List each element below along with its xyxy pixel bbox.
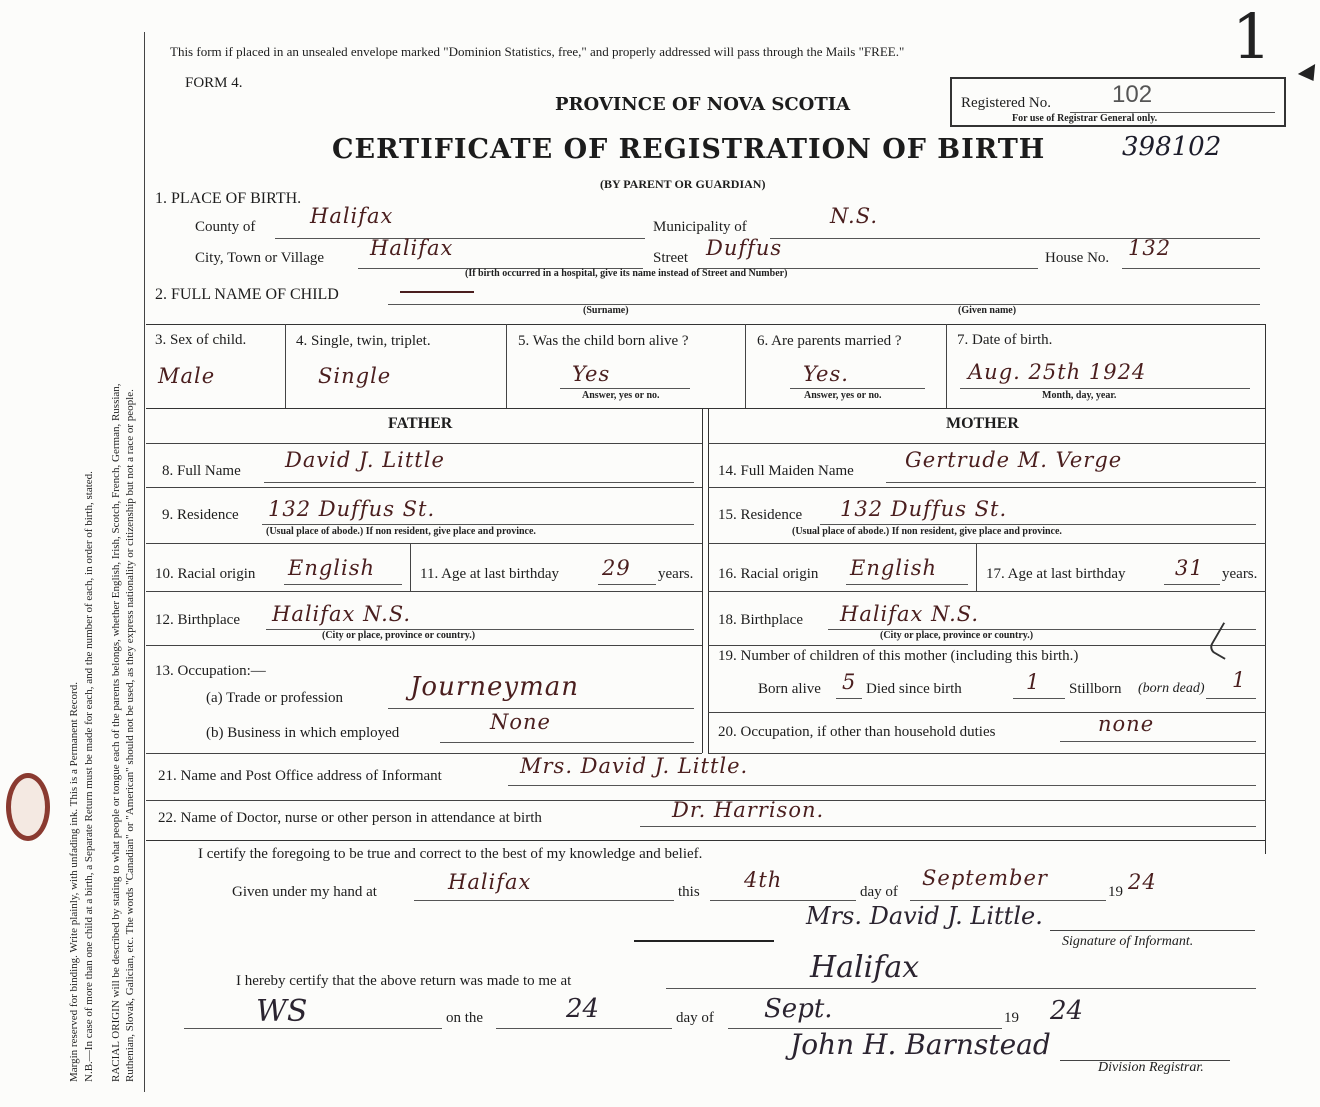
- father-birthplace-value: Halifax N.S.: [272, 602, 412, 626]
- given-day-value: 4th: [744, 868, 783, 892]
- municipality-line: [770, 238, 1260, 239]
- mother-birthplace-value: Halifax N.S.: [840, 602, 980, 626]
- mother-occupation-line: [1060, 741, 1256, 742]
- sex-label: 3. Sex of child.: [155, 332, 247, 348]
- business-line: [440, 742, 694, 743]
- father-racial-value: English: [288, 556, 376, 580]
- row-divider-4: [946, 324, 947, 408]
- margin-note-2: N.B.—In case of more than one child at a birth, a Separate Return must be made for each, and the number of each, in order of birth, stated.: [83, 471, 95, 1082]
- father-age-label: 11. Age at last birthday: [420, 566, 559, 582]
- margin-note-4: Ruthenian, Slovak, Galician, etc. The words "Canadian" or "American" should not be used, as they express nationality or citizenship but not a race or people.: [124, 389, 136, 1082]
- trade-value: Journeyman: [410, 672, 579, 702]
- registrar-on-label: on the: [446, 1010, 484, 1026]
- given-label: Given under my hand at: [232, 884, 377, 900]
- children-count-label: 19. Number of children of this mother (including this birth.): [718, 648, 1079, 664]
- dob-line: [960, 388, 1250, 389]
- form-left-border: [144, 32, 145, 1092]
- registrar-year-value: 24: [1050, 996, 1084, 1026]
- father-name-label: 8. Full Name: [162, 463, 241, 479]
- mother-age-value: 31: [1175, 556, 1204, 580]
- trade-line: [388, 708, 694, 709]
- mother-residence-value: 132 Duffus St.: [840, 497, 1008, 521]
- father-name-line: [264, 482, 694, 483]
- city-value: Halifax: [370, 236, 454, 260]
- informant-line: [508, 785, 1256, 786]
- county-label: County of: [195, 219, 256, 235]
- given-month-line: [910, 900, 1106, 901]
- handwritten-number: 398102: [1122, 132, 1222, 162]
- given-name-note: (Given name): [958, 305, 1017, 316]
- form-number: FORM 4.: [185, 75, 243, 91]
- born-alive-label: Born alive: [758, 681, 821, 697]
- informant-label: 21. Name and Post Office address of Informant: [158, 768, 442, 784]
- certificate-subtitle: (BY PARENT OR GUARDIAN): [600, 177, 766, 191]
- business-value: None: [490, 710, 551, 734]
- signature-line: [1050, 930, 1255, 931]
- row8-rule-left: [146, 487, 702, 488]
- plurality-label: 4. Single, twin, triplet.: [296, 333, 431, 349]
- row12-rule-left: [146, 645, 702, 646]
- row-divider-3: [745, 324, 746, 408]
- given-day-of-label: day of: [860, 884, 898, 900]
- mother-age-label: 17. Age at last birthday: [986, 566, 1126, 582]
- born-alive-line: [836, 698, 862, 699]
- city-label: City, Town or Village: [195, 250, 325, 266]
- died-value: 1: [1026, 670, 1041, 694]
- separator-rule: [634, 940, 774, 942]
- row19-rule: [708, 712, 1266, 713]
- father-racial-label: 10. Racial origin: [155, 566, 256, 582]
- father-years-label: years.: [658, 566, 694, 582]
- age-divider-right: [976, 543, 977, 591]
- row-box-top: [146, 324, 1266, 325]
- given-day-line: [710, 900, 856, 901]
- row-box-bottom: [146, 408, 1266, 409]
- signature-of-informant-label: Signature of Informant.: [1062, 934, 1194, 949]
- binding-hole: [6, 773, 50, 841]
- stillborn-line: [1206, 698, 1256, 699]
- registrar-statement: I hereby certify that the above return was made to me at: [236, 973, 572, 989]
- father-residence-line: [262, 524, 694, 525]
- certificate-title: CERTIFICATE OF REGISTRATION OF BIRTH: [332, 134, 1046, 165]
- corner-mark: 1: [1232, 0, 1272, 73]
- mother-birthplace-label: 18. Birthplace: [718, 612, 803, 628]
- row-right-border: [1265, 324, 1266, 854]
- mother-age-line: [1164, 584, 1220, 585]
- stillborn-note: (born dead): [1138, 681, 1205, 696]
- mother-heading: MOTHER: [946, 415, 1019, 432]
- center-double-line-b: [708, 408, 709, 753]
- dob-value: Aug. 25th 1924: [968, 360, 1147, 384]
- father-racial-line: [284, 584, 402, 585]
- mother-occupation-value: none: [1098, 712, 1155, 736]
- house-line: [1122, 268, 1260, 269]
- county-line: [275, 238, 645, 239]
- street-value: Duffus: [706, 236, 783, 260]
- given-year-prefix: 19: [1108, 884, 1123, 900]
- margin-note-3: RACIAL ORIGIN will be described by stating to what people or tongue each of the parents belongs, whether English, Irish, Scotch, French, German, Russian,: [110, 383, 122, 1082]
- father-residence-label: 9. Residence: [162, 507, 239, 523]
- registered-label: Registered No.: [961, 95, 1051, 111]
- row8-rule-right: [708, 487, 1266, 488]
- doctor-value: Dr. Harrison.: [672, 798, 825, 822]
- row-divider-2: [506, 324, 507, 408]
- surname-note: (Surname): [583, 305, 629, 316]
- stillborn-value: 1: [1232, 668, 1247, 692]
- row10-rule-left: [146, 591, 702, 592]
- row22-rule: [146, 840, 1266, 841]
- child-name-line: [388, 304, 1260, 305]
- registrar-place-line: [666, 988, 1256, 989]
- division-registrar-label: Division Registrar.: [1098, 1060, 1204, 1075]
- doctor-label: 22. Name of Doctor, nurse or other person in attendance at birth: [158, 810, 542, 826]
- given-place-value: Halifax: [448, 870, 532, 894]
- child-name-label: 2. FULL NAME OF CHILD: [155, 286, 339, 303]
- street-label: Street: [653, 250, 688, 266]
- plurality-value: Single: [318, 364, 392, 388]
- informant-value: Mrs. David J. Little.: [520, 754, 749, 778]
- mother-racial-label: 16. Racial origin: [718, 566, 819, 582]
- father-residence-value: 132 Duffus St.: [268, 497, 436, 521]
- row-divider-1: [285, 324, 286, 408]
- sex-value: Male: [158, 364, 216, 388]
- father-name-value: David J. Little: [285, 448, 445, 472]
- row10-rule-right: [708, 591, 1266, 592]
- municipality-label: Municipality of: [653, 219, 747, 235]
- mother-name-value: Gertrude M. Verge: [905, 448, 1123, 472]
- registrar-general-note: For use of Registrar General only.: [1012, 113, 1158, 124]
- county-value: Halifax: [310, 204, 394, 228]
- father-heading-rule: [146, 443, 702, 444]
- married-line: [790, 388, 925, 389]
- row9-rule-right: [708, 543, 1266, 544]
- trade-label: (a) Trade or profession: [206, 690, 344, 706]
- mother-name-line: [886, 482, 1256, 483]
- doctor-line: [640, 826, 1256, 827]
- municipality-value: N.S.: [830, 204, 879, 228]
- arrow-icon: [1298, 64, 1320, 86]
- place-heading: 1. PLACE OF BIRTH.: [155, 190, 302, 207]
- province-heading: PROVINCE OF NOVA SCOTIA: [555, 94, 851, 115]
- registrar-day-of-label: day of: [676, 1010, 714, 1026]
- row9-rule-left: [146, 543, 702, 544]
- alive-line: [560, 388, 690, 389]
- mother-residence-note: (Usual place of abode.) If non resident, give place and province.: [792, 526, 1062, 537]
- father-birthplace-label: 12. Birthplace: [155, 612, 240, 628]
- certify-statement: I certify the foregoing to be true and correct to the best of my knowledge and belief.: [198, 846, 703, 862]
- registered-value: 102: [1112, 81, 1153, 108]
- house-value: 132: [1128, 236, 1172, 260]
- age-divider-left: [410, 543, 411, 591]
- father-occupation-label: 13. Occupation:—: [155, 663, 266, 679]
- margin-note-1: Margin reserved for binding. Write plainly, with unfading ink. This is a Permanent Record.: [68, 682, 80, 1082]
- given-year-value: 24: [1128, 870, 1157, 894]
- given-month-value: September: [922, 866, 1048, 890]
- registrar-day-value: 24: [566, 994, 600, 1024]
- top-notice: This form if placed in an unsealed envelope marked "Dominion Statistics, free," and properly addressed will pass through the Mails "FREE.": [170, 44, 905, 59]
- mother-occupation-label: 20. Occupation, if other than household duties: [718, 724, 996, 740]
- mother-residence-line: [820, 524, 1256, 525]
- died-line: [1013, 698, 1065, 699]
- mother-racial-line: [846, 584, 968, 585]
- alive-value: Yes: [572, 362, 611, 386]
- registrar-month-value: Sept.: [764, 994, 833, 1024]
- married-answer-note: Answer, yes or no.: [804, 390, 882, 401]
- mother-residence-label: 15. Residence: [718, 507, 803, 523]
- stillborn-label: Stillborn: [1069, 681, 1122, 697]
- registrar-initials-line: [184, 1028, 442, 1029]
- registered-box: [950, 77, 1286, 127]
- tick-mark-icon: [1207, 622, 1240, 660]
- registrar-signature: John H. Barnstead: [790, 1028, 1051, 1061]
- informant-signature: Mrs. David J. Little.: [806, 902, 1043, 930]
- dob-label: 7. Date of birth.: [957, 332, 1053, 348]
- business-label: (b) Business in which employed: [206, 725, 400, 741]
- child-name-dash: [400, 291, 474, 293]
- father-birthplace-note: (City or place, province or country.): [322, 630, 476, 641]
- father-age-line: [598, 584, 656, 585]
- registrar-place-value: Halifax: [810, 950, 920, 985]
- given-place-line: [414, 900, 674, 901]
- mother-heading-rule: [708, 443, 1266, 444]
- born-alive-value: 5: [842, 670, 857, 694]
- mother-name-label: 14. Full Maiden Name: [718, 463, 854, 479]
- registrar-day-line: [496, 1028, 672, 1029]
- alive-answer-note: Answer, yes or no.: [582, 390, 660, 401]
- father-heading: FATHER: [388, 415, 453, 432]
- married-value: Yes.: [803, 362, 849, 386]
- house-label: House No.: [1045, 250, 1110, 266]
- mother-racial-value: English: [850, 556, 938, 580]
- registrar-initials: WS: [256, 994, 308, 1029]
- mother-years-label: years.: [1222, 566, 1258, 582]
- dob-note: Month, day, year.: [1042, 390, 1117, 401]
- died-label: Died since birth: [866, 681, 962, 697]
- registrar-year-prefix: 19: [1004, 1010, 1019, 1026]
- row13-rule-right: [708, 753, 1266, 754]
- center-double-line-a: [702, 408, 703, 753]
- alive-label: 5. Was the child born alive ?: [518, 333, 689, 349]
- mother-birthplace-note: (City or place, province or country.): [880, 630, 1034, 641]
- hospital-note: (If birth occurred in a hospital, give its name instead of Street and Number): [465, 268, 788, 279]
- row12-rule-right: [708, 645, 1266, 646]
- married-label: 6. Are parents married ?: [757, 333, 902, 349]
- given-this-label: this: [678, 884, 700, 900]
- father-residence-note: (Usual place of abode.) If non resident, give place and province.: [266, 526, 536, 537]
- father-age-value: 29: [602, 556, 631, 580]
